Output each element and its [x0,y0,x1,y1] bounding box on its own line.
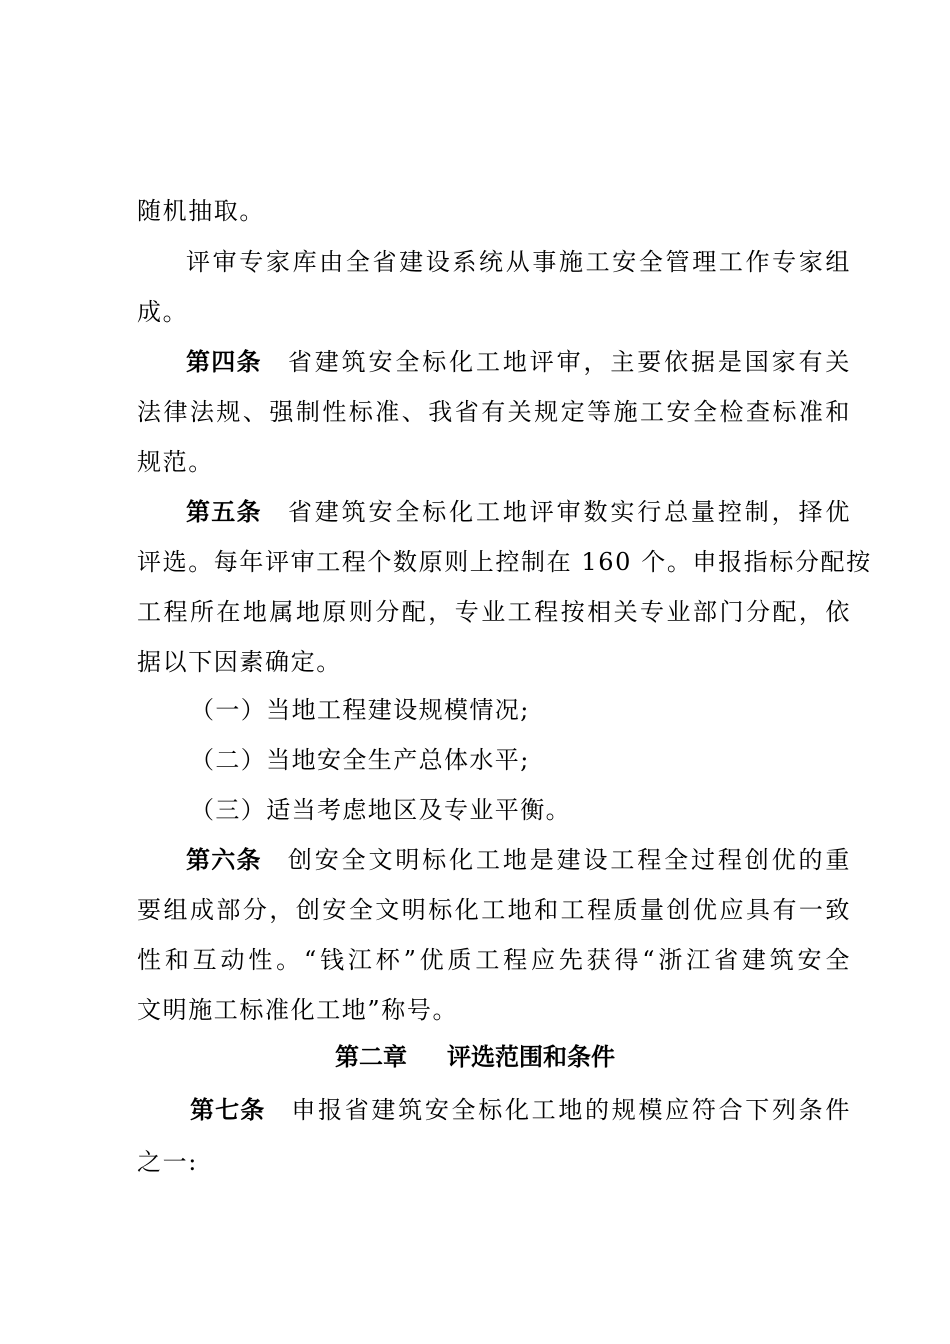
text-line: 省建筑安全标化工地评审数实行总量控制，择优 [287,498,851,526]
text-line: 申报省建筑安全标化工地的规模应符合下列条件 [291,1096,851,1124]
text-line: 法律法规、强制性标准、我省有关规定等施工安全检查标准和 [137,398,851,426]
list-item: （一）当地工程建设规模情况; [190,696,530,724]
chapter-number: 第二章 [335,1043,407,1071]
article-6-first-line [186,844,851,876]
article-6-label: 第六条 [186,846,262,874]
article-5-first-line [186,496,851,528]
text-line: 成。 [137,298,189,326]
list-item: （二）当地安全生产总体水平; [190,746,530,774]
article-5-label: 第五条 [186,498,262,526]
article-7-label: 第七条 [190,1096,266,1124]
text-line: 评审专家库由全省建设系统从事施工安全管理工作专家组 [186,248,851,276]
list-item: （三）适当考虑地区及专业平衡。 [190,796,571,824]
text-line: 工程所在地属地原则分配，专业工程按相关专业部门分配，依 [137,598,851,626]
article-4-first-line [186,346,851,378]
text-line: 随机抽取。 [137,197,265,225]
chapter-heading [0,1040,950,1074]
text-line: 要组成部分，创安全文明标化工地和工程质量创优应具有一致 [137,896,851,924]
chapter-title: 评选范围和条件 [447,1043,615,1071]
text-line: 规范。 [137,448,214,476]
article-7-first-line [190,1094,851,1126]
text-line: 之一: [137,1148,198,1176]
text-line: 评选。每年评审工程个数原则上控制在 160 个。申报指标分配按 [137,548,872,576]
text-line: 创安全文明标化工地是建设工程全过程创优的重 [287,846,851,874]
text-line: 文明施工标准化工地”称号。 [137,996,459,1024]
article-4-label: 第四条 [186,348,262,376]
text-line: 性和互动性。“钱江杯”优质工程应先获得“浙江省建筑安全 [137,946,851,974]
text-line: 据以下因素确定。 [137,648,342,676]
text-line: 省建筑安全标化工地评审，主要依据是国家有关 [287,348,851,376]
